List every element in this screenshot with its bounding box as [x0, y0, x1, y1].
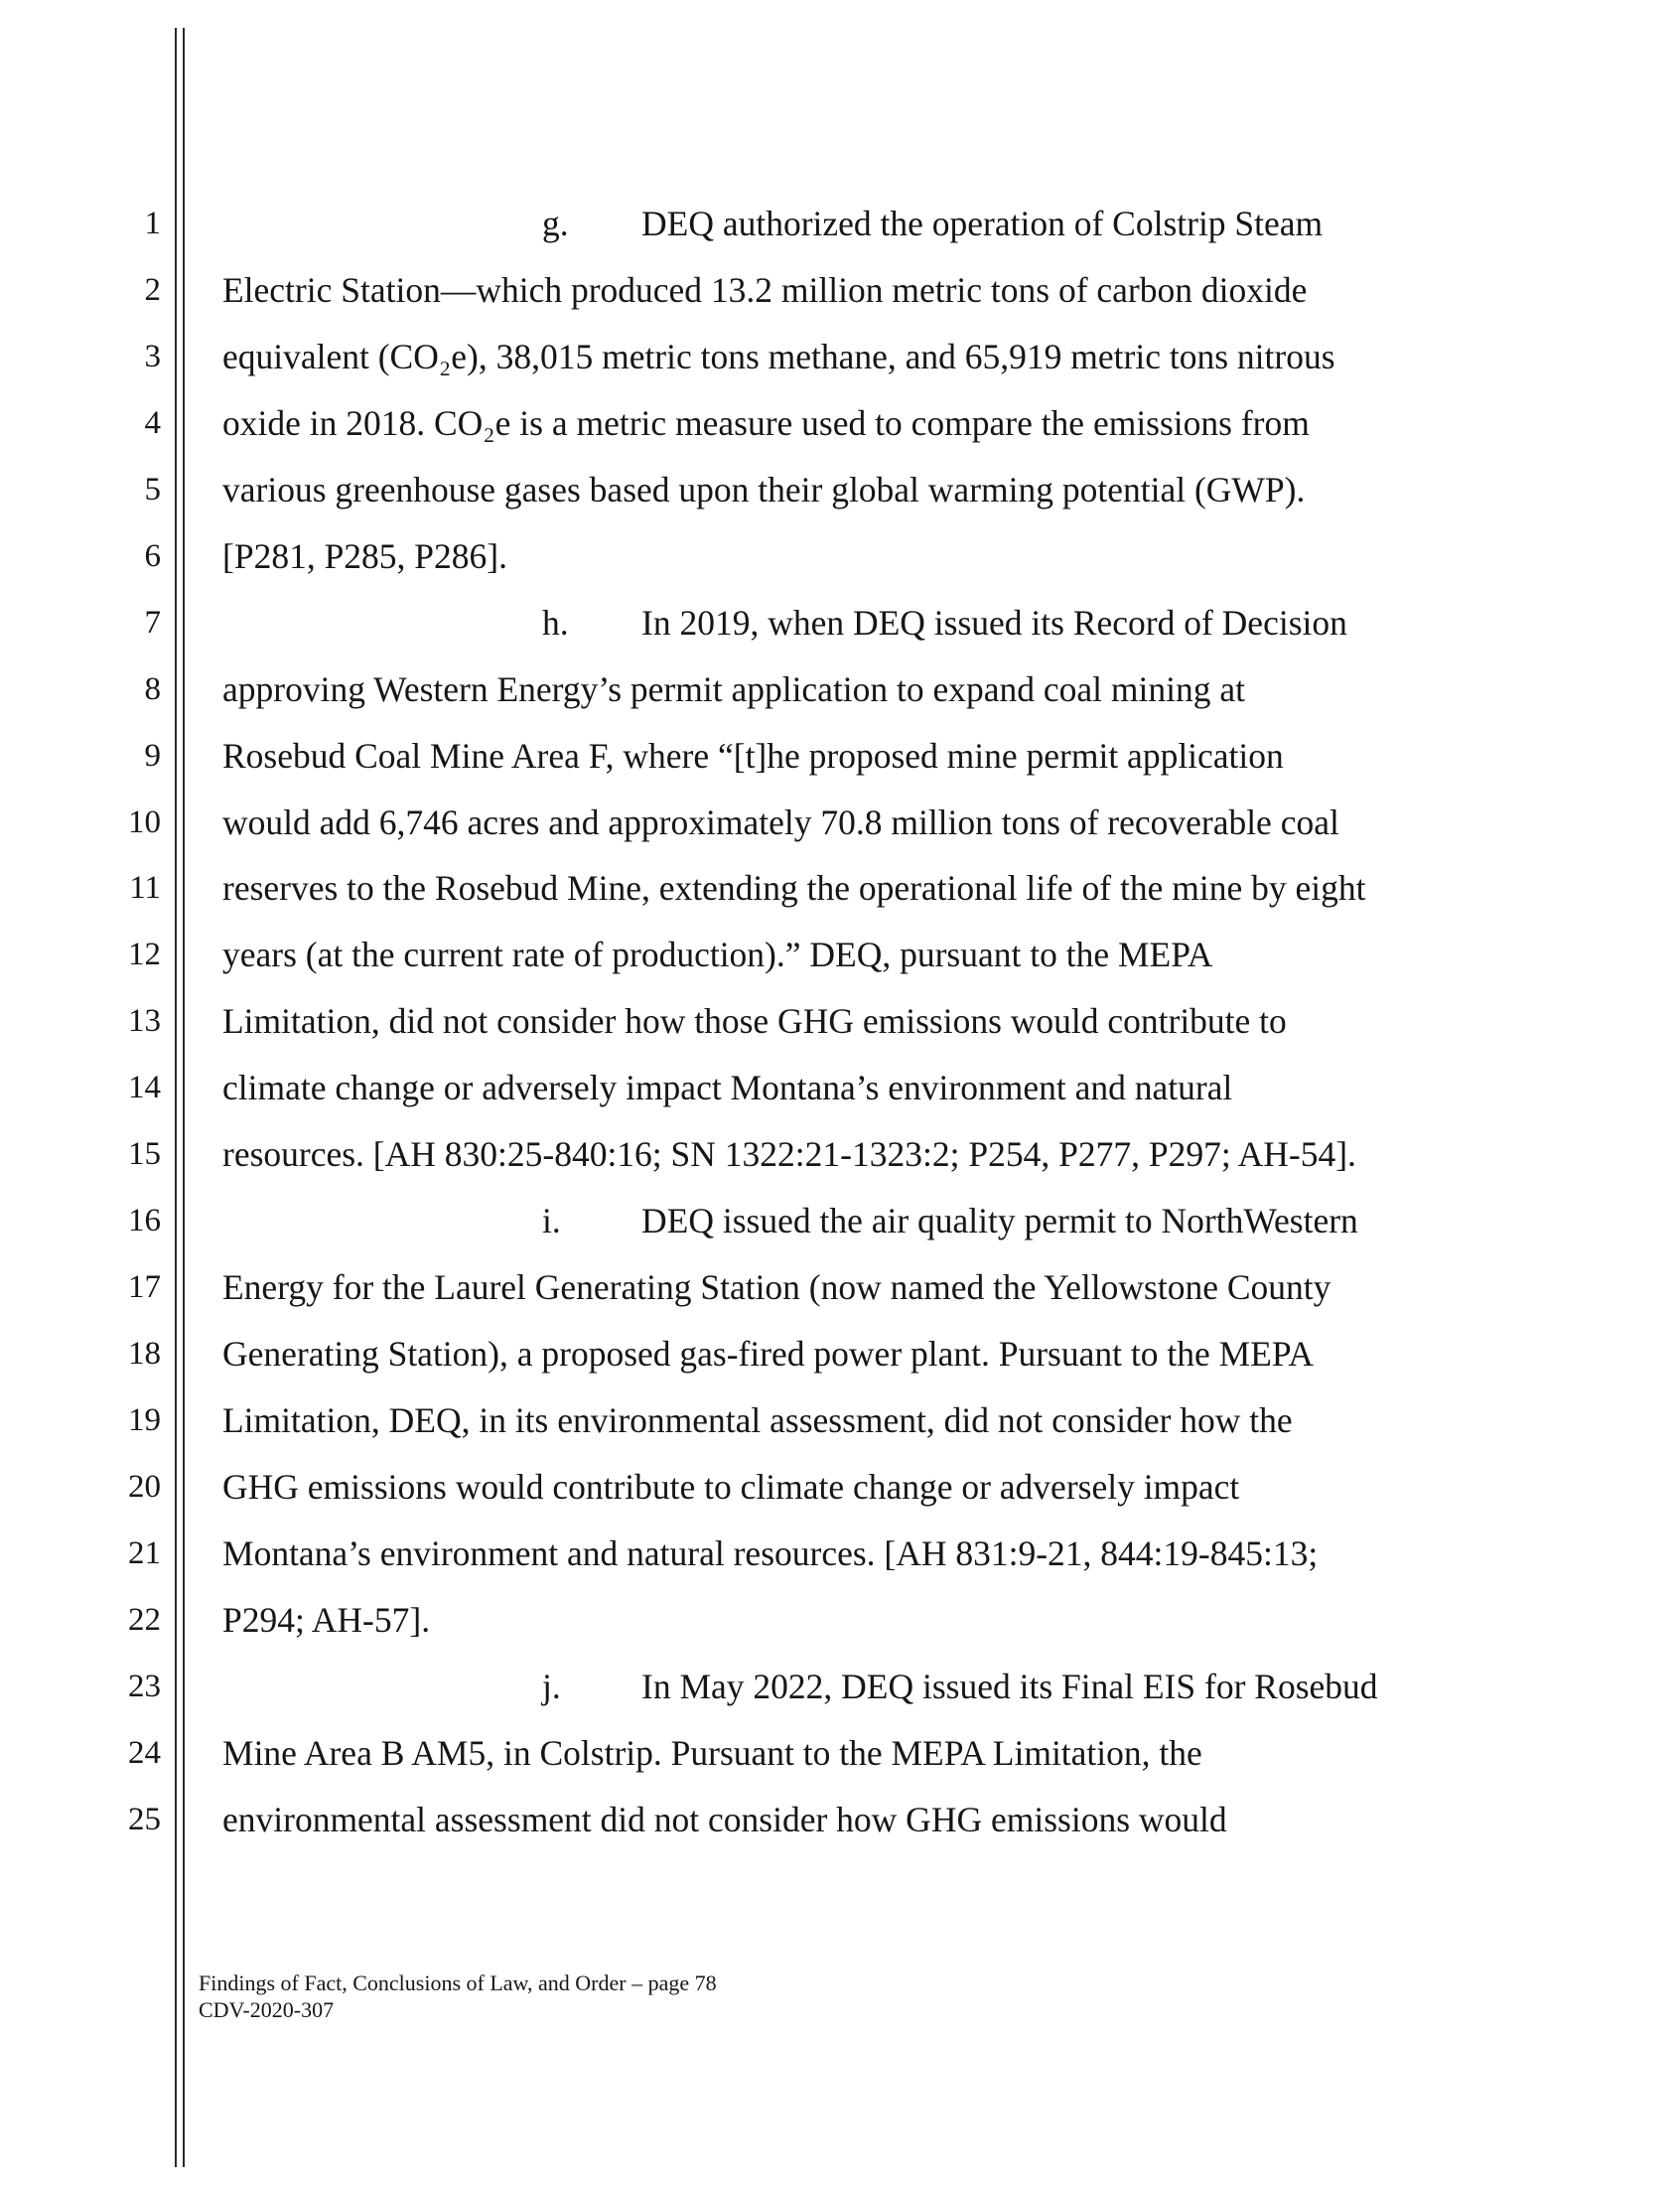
line-number-15: 15	[128, 1136, 161, 1172]
line-number-19: 19	[128, 1402, 161, 1438]
paragraph-h-line-2: approving Western Energy’s permit application to expand coal mining at	[222, 669, 1246, 709]
line-number-11: 11	[129, 870, 161, 906]
line-number-13: 13	[128, 1003, 161, 1039]
left-margin-rule-inner	[183, 28, 185, 2167]
paragraph-marker-g: g.	[542, 204, 569, 243]
line-number-17: 17	[128, 1269, 161, 1305]
left-margin-rule	[175, 28, 177, 2167]
line-number-6: 6	[144, 538, 161, 574]
paragraph-j-line-3: environmental assessment did not consider how GHG emissions would	[222, 1800, 1227, 1839]
line-number-21: 21	[128, 1535, 161, 1571]
paragraph-h-line-6: years (at the current rate of production).” DEQ, pursuant to the MEPA	[222, 935, 1213, 974]
line-number-25: 25	[128, 1802, 161, 1837]
paragraph-h-line-9: resources. [AH 830:25-840:16; SN 1322:21-1323:2; P254, P277, P297; AH-54].	[222, 1134, 1356, 1174]
paragraph-g-line-1	[542, 204, 1323, 243]
paragraph-i-line-6: Montana’s environment and natural resources. [AH 831:9-21, 844:19-845:13;	[222, 1533, 1319, 1573]
line-number-10: 10	[128, 804, 161, 840]
paragraph-g-line-2: Electric Station—which produced 13.2 million metric tons of carbon dioxide	[222, 270, 1308, 310]
line-number-22: 22	[128, 1602, 161, 1638]
paragraph-i-line-3: Generating Station), a proposed gas-fired power plant. Pursuant to the MEPA	[222, 1334, 1314, 1374]
paragraph-i-text: DEQ issued the air quality permit to NorthWestern	[641, 1201, 1358, 1240]
paragraph-i-line-7: P294; AH-57].	[222, 1600, 431, 1640]
paragraph-i-line-1	[542, 1201, 1358, 1240]
paragraph-j-line-1	[542, 1667, 1378, 1706]
footer-document-title: Findings of Fact, Conclusions of Law, and Order – page 78	[199, 1970, 717, 1995]
paragraph-i-line-2: Energy for the Laurel Generating Station (now named the Yellowstone County	[222, 1267, 1331, 1307]
paragraph-i-line-4: Limitation, DEQ, in its environmental assessment, did not consider how the	[222, 1400, 1293, 1440]
paragraph-g-text: DEQ authorized the operation of Colstrip Steam	[641, 204, 1324, 243]
paragraph-h-line-3: Rosebud Coal Mine Area F, where “[t]he proposed mine permit application	[222, 736, 1284, 776]
paragraph-g-line-4: oxide in 2018. CO₂e is a metric measure used to compare the emissions from	[222, 403, 1310, 443]
line-number-14: 14	[128, 1070, 161, 1105]
line-number-12: 12	[128, 937, 161, 972]
line-number-18: 18	[128, 1336, 161, 1372]
paragraph-i-line-5: GHG emissions would contribute to climate change or adversely impact	[222, 1467, 1240, 1507]
paragraph-marker-h: h.	[542, 603, 569, 643]
line-number-23: 23	[128, 1669, 161, 1704]
footer-case-number: CDV-2020-307	[199, 1997, 335, 2022]
line-number-9: 9	[144, 738, 161, 774]
paragraph-h-line-1	[542, 603, 1347, 643]
paragraph-h-text: In 2019, when DEQ issued its Record of Decision	[641, 603, 1347, 643]
paragraph-h-line-7: Limitation, did not consider how those GHG emissions would contribute to	[222, 1001, 1287, 1041]
line-number-20: 20	[128, 1469, 161, 1505]
line-number-2: 2	[144, 272, 161, 308]
paragraph-marker-i: i.	[542, 1201, 561, 1240]
line-number-7: 7	[144, 605, 161, 641]
line-number-16: 16	[128, 1203, 161, 1238]
line-number-24: 24	[128, 1735, 161, 1771]
paragraph-g-line-5: various greenhouse gases based upon their global warming potential (GWP).	[222, 470, 1306, 510]
paragraph-j-line-2: Mine Area B AM5, in Colstrip. Pursuant to the MEPA Limitation, the	[222, 1733, 1202, 1773]
paragraph-h-line-4: would add 6,746 acres and approximately 70.8 million tons of recoverable coal	[222, 802, 1339, 842]
line-number-1: 1	[144, 206, 161, 241]
paragraph-h-line-5: reserves to the Rosebud Mine, extending the operational life of the mine by eight	[222, 868, 1366, 908]
paragraph-g-line-6: [P281, P285, P286].	[222, 536, 507, 576]
paragraph-marker-j: j.	[542, 1667, 561, 1706]
line-number-8: 8	[144, 671, 161, 707]
paragraph-h-line-8: climate change or adversely impact Montana’s environment and natural	[222, 1068, 1233, 1107]
line-number-4: 4	[144, 405, 161, 441]
paragraph-g-line-3: equivalent (CO₂e), 38,015 metric tons methane, and 65,919 metric tons nitrous	[222, 337, 1335, 376]
line-number-5: 5	[144, 472, 161, 508]
line-number-3: 3	[144, 339, 161, 374]
paragraph-j-text: In May 2022, DEQ issued its Final EIS for Rosebud	[641, 1667, 1378, 1706]
